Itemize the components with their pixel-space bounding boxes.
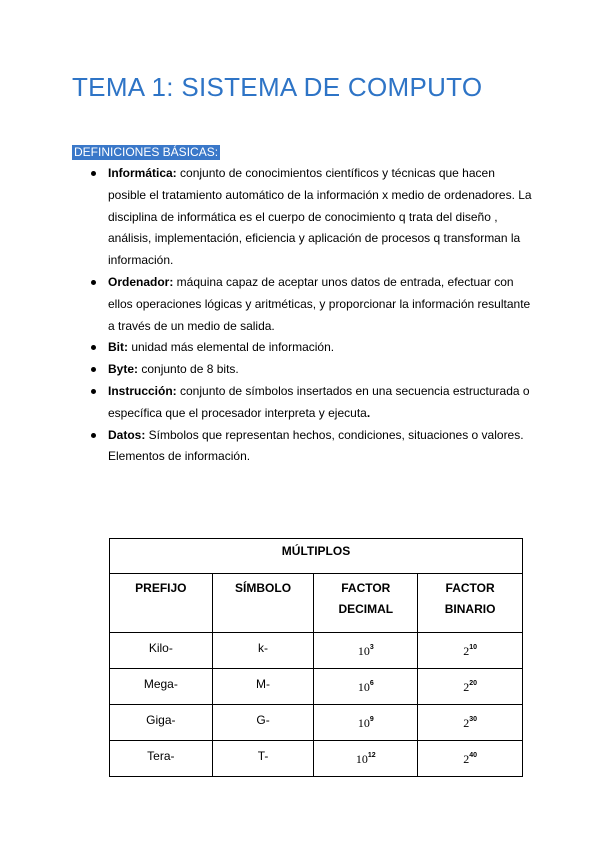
list-item (72, 337, 532, 359)
table-row (110, 741, 523, 777)
exponent: 20 (469, 680, 477, 687)
exponent: 12 (367, 752, 376, 759)
decimal-factor-cell (314, 705, 418, 741)
symbol-cell: T- (212, 741, 314, 777)
bullet-icon (91, 280, 96, 285)
table-row (110, 669, 523, 705)
table-row (110, 633, 523, 669)
definition-text: conjunto de conocimientos científicos y técnicas que hacen posible el tratamiento automático de la información x medio de ordenadores. La disciplina de informática es el cuerpo de conocimiento q trata del diseño , análisis, implementación, eficiencia y aplicación de procesos q transforman la información. (108, 166, 532, 268)
prefix-cell: Mega- (110, 669, 213, 705)
binary-factor-cell (418, 669, 523, 705)
bullet-icon (91, 171, 96, 176)
symbol-cell: k- (212, 633, 314, 669)
table-caption: MÚLTIPLOS (110, 539, 523, 574)
table-row (110, 705, 523, 741)
base: 2 (463, 644, 470, 658)
definition-term: Byte: (108, 362, 139, 377)
section-heading: DEFINICIONES BÁSICAS: (74, 145, 219, 159)
exponent: 6 (369, 680, 374, 687)
list-item (72, 381, 532, 425)
base: 10 (355, 752, 368, 766)
decimal-factor-cell (314, 669, 418, 705)
symbol-cell: G- (212, 705, 314, 741)
definition-text: unidad más elemental de información. (128, 340, 335, 355)
base: 10 (357, 644, 370, 658)
definition-term: Ordenador: (108, 274, 174, 289)
definition-text: Símbolos que representan hechos, condiciones, situaciones o valores. Elementos de información. (108, 427, 524, 464)
exponent: 40 (469, 752, 477, 759)
header-text: FACTOR BINARIO (444, 581, 496, 616)
column-header-decimal (314, 574, 418, 633)
base: 2 (463, 716, 470, 730)
exponent: 9 (369, 716, 374, 723)
list-item (72, 425, 532, 469)
bullet-icon (91, 367, 96, 372)
bullet-icon (91, 389, 96, 394)
definition-text: máquina capaz de aceptar unos datos de entrada, efectuar con ellos operaciones lógicas y aritméticas, y proporcionar la información resultante a través de un medio de salida. (108, 274, 531, 333)
bullet-icon (91, 345, 96, 350)
binary-factor-cell (418, 633, 523, 669)
base: 10 (357, 680, 370, 694)
multiples-table (109, 538, 523, 777)
page-title: TEMA 1: SISTEMA DE COMPUTO (72, 72, 483, 102)
decimal-factor-cell (314, 633, 418, 669)
definition-term: Instrucción: (108, 383, 177, 398)
definition-text: conjunto de 8 bits. (138, 362, 239, 377)
list-item (72, 163, 532, 272)
exponent: 3 (369, 644, 374, 651)
bullet-icon (91, 433, 96, 438)
column-header-symbol: SÍMBOLO (212, 574, 314, 633)
prefix-cell: Tera- (110, 741, 213, 777)
definition-term: Informática: (108, 166, 177, 180)
symbol-cell: M- (212, 669, 314, 705)
base: 10 (357, 716, 370, 730)
definitions-list (72, 163, 532, 468)
list-item (72, 272, 532, 337)
binary-factor-cell (418, 705, 523, 741)
column-header-prefix: PREFIJO (110, 574, 213, 633)
prefix-cell: Kilo- (110, 633, 213, 669)
definition-tail: . (366, 405, 371, 420)
definition-text: conjunto de símbolos insertados en una secuencia estructurada o específica que el procesador interpreta y ejecuta (108, 383, 530, 420)
definition-term: Datos: (108, 427, 146, 442)
binary-factor-cell (418, 741, 523, 777)
prefix-cell: Giga- (110, 705, 213, 741)
definition-term: Bit: (108, 340, 128, 355)
base: 2 (463, 752, 470, 766)
exponent: 30 (469, 716, 477, 723)
header-text: FACTOR DECIMAL (338, 581, 394, 616)
base: 2 (463, 680, 470, 694)
decimal-factor-cell (314, 741, 418, 777)
list-item (72, 359, 532, 381)
column-header-binary (418, 574, 523, 633)
exponent: 10 (469, 644, 477, 651)
